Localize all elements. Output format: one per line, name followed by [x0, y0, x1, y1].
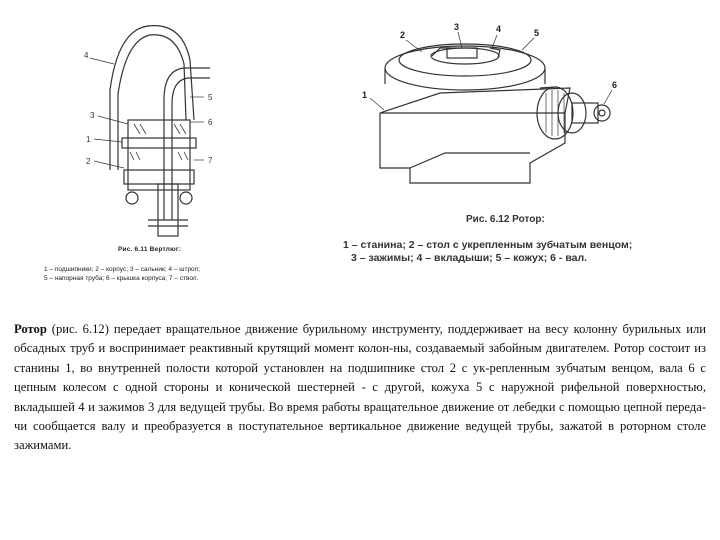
- rotor-label-2: 2: [400, 30, 406, 40]
- swivel-caption: Рис. 6.11 Вертлюг:: [118, 246, 182, 253]
- rotor-legend-line-1: 1 – станина; 2 – стол с укрепленным зубчатым венцом;: [343, 239, 633, 251]
- rotor-label-1: 1: [362, 90, 368, 100]
- rotor-drawing: [350, 18, 630, 203]
- swivel-label-1: 1: [86, 135, 91, 144]
- rotor-legend: [343, 239, 683, 265]
- rotor-caption: Рис. 6.12 Ротор:: [466, 214, 545, 225]
- swivel-legend-line-2: 5 – напорная труба; 6 – крышка корпуса; 7 – ствол.: [44, 274, 199, 282]
- swivel-label-3: 3: [90, 111, 95, 120]
- rotor-label-4: 4: [496, 24, 502, 34]
- body-paragraph: [14, 320, 706, 456]
- swivel-legend-line-1: 1 – подшипники; 2 – корпус; 3 – сальник; 4 – штроп;: [44, 266, 200, 273]
- rotor-legend-line-2: 3 – зажимы; 4 – вкладыши; 5 – кожух; 6 - вал.: [351, 252, 588, 264]
- swivel-label-5: 5: [208, 93, 213, 102]
- swivel-legend: [44, 266, 284, 283]
- body-text: (рис. 6.12) передает вращательное движение бурильному инструменту, поддерживает на весу колонну бурильных или обсадных труб и воспринимает реактивный крутящий момент колон-ны, создаваемый забойным двигателем. Ротор состоит из станины 1, во внутренней полости которой установлен на подшипнике стол 2 с ук-репленным зубчатым венцом, вала 6 с цепным колесом с одной стороны и конической шестерней - с другой, кожуха 5 с наружной рифельной поверхностью, вкладышей 4 и зажимов 3 для ведущей трубы. Во время работы вращательное движение от лебедки с помощью цепной переда-чи сообщается валу и преобразуется в поступательное вертикальное движение ведущей трубы, зажатой в роторном столе зажимами.: [14, 322, 706, 453]
- swivel-drawing: [78, 20, 258, 245]
- body-term: Ротор: [14, 322, 47, 336]
- swivel-schematic: [78, 20, 258, 245]
- swivel-label-7: 7: [208, 156, 213, 165]
- swivel-label-4: 4: [84, 51, 89, 60]
- rotor-label-5: 5: [534, 28, 540, 38]
- swivel-label-6: 6: [208, 118, 213, 127]
- rotor-label-6: 6: [612, 80, 618, 90]
- rotor-schematic: [350, 18, 630, 203]
- swivel-label-2: 2: [86, 157, 91, 166]
- rotor-label-3: 3: [454, 22, 460, 32]
